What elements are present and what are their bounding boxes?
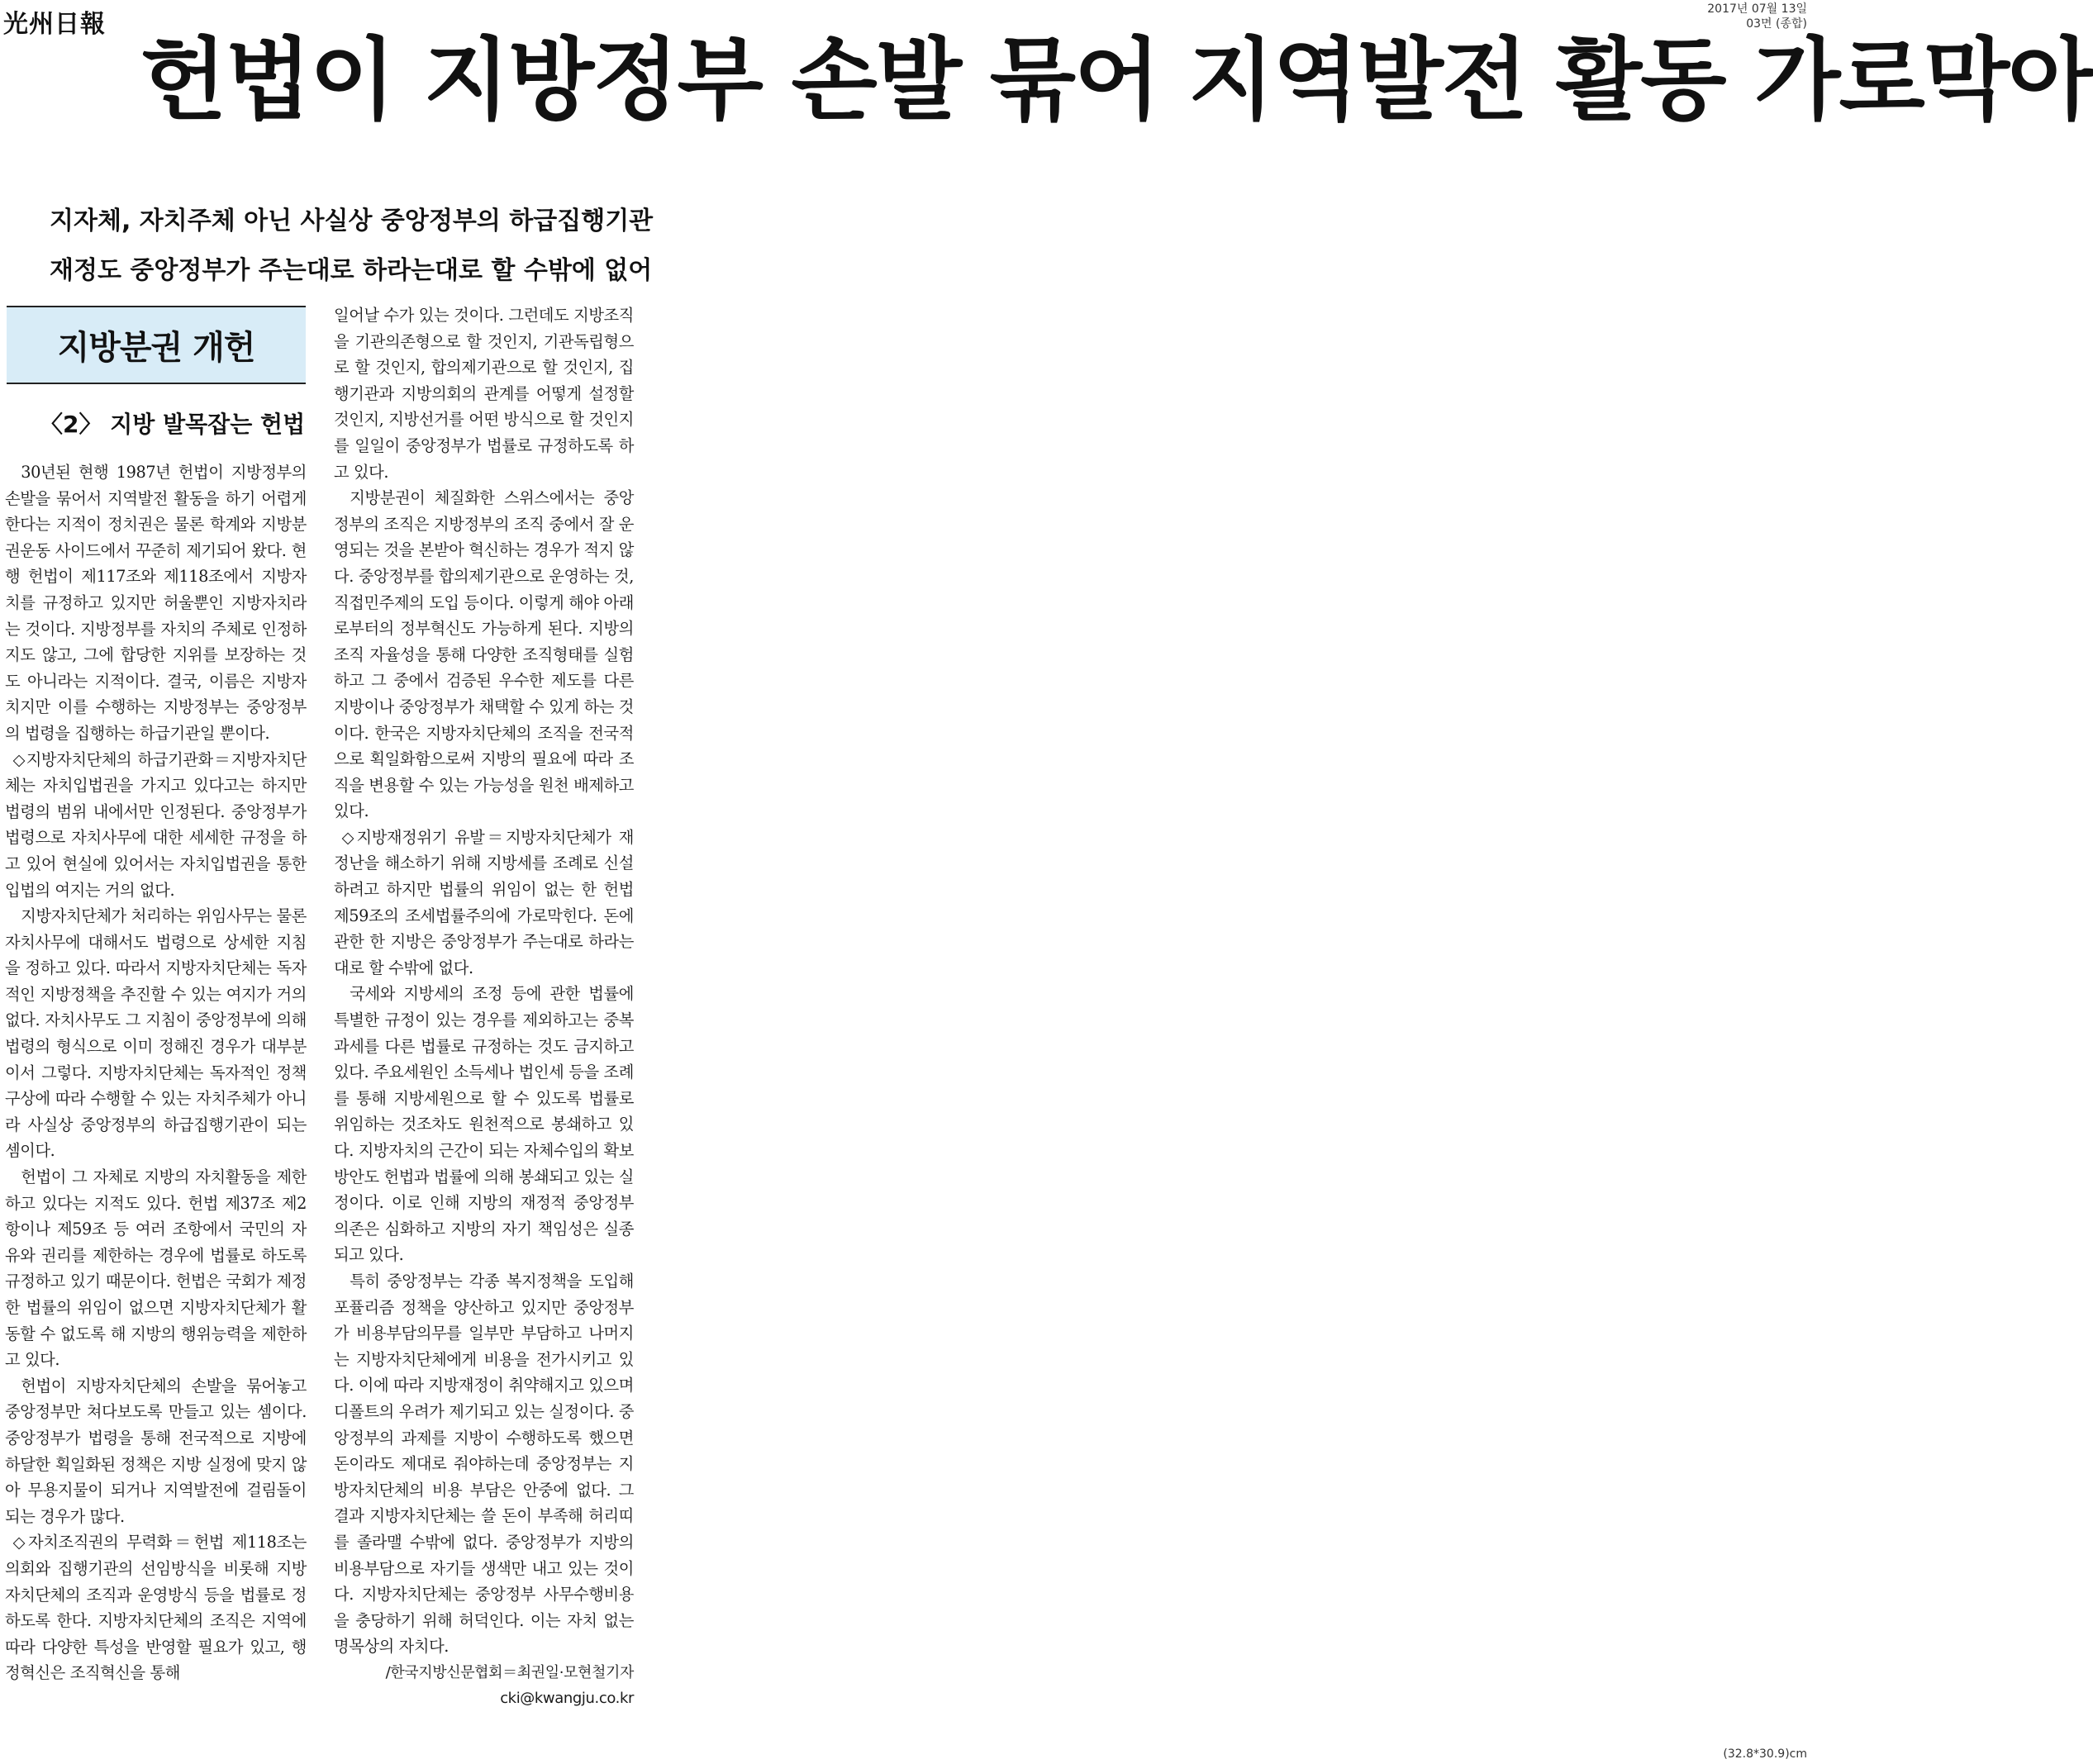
section-paragraph: ◇지방자치단체의 하급기관화＝지방자치단체는 자치입법권을 가지고 있다고는 하지만 법령의 범위 내에서만 인정된다. 중앙정부가 법령으로 자치사무에 대한 세세한 규정을 하고 있어 현실에 있어서는 자치입법권을 통한 입법의 여지는 거의 없다.: [5, 749, 307, 900]
section-paragraph: ◇지방재정위기 유발＝지방자치단체가 재정난을 해소하기 위해 지방세를 조례로 신설하려고 하지만 법률의 위임이 없는 한 헌법 제59조의 조세법률주의에 가로막힌다. 돈에 관한 한 지방은 중앙정부가 주는대로 하라는대로 할 수밖에 없다.: [334, 827, 634, 977]
page-section: 03면 (종합): [1746, 17, 1807, 31]
series-title-box: [7, 306, 306, 384]
headline: 헌법이 지방정부 손발 묶어 지역발전 활동 가로막아: [140, 29, 2093, 132]
series-title: 지방분권 개헌: [57, 329, 255, 367]
subheadline-1: 지자체, 자치주체 아닌 사실상 중앙정부의 하급집행기관: [50, 207, 654, 235]
issue-date: 2017년 07월 13일: [1707, 2, 1807, 16]
paragraph: 특히 중앙정부는 각종 복지정책을 도입해 포퓰리즘 정책을 양산하고 있지만 중앙정부가 비용부담의무를 일부만 부담하고 나머지는 지방자치단체에게 비용을 전가시키고 있다. 이에 따라 지방재정이 취약해지고 있으며 디폴트의 우려가 제기되고 있는 실정이다. 중앙정부의 과제를 지방이 수행하도록 했으면 돈이라도 제대로 줘야하는데 중앙정부는 지방자치단체의 비용 부담은 안중에 없다. 그 결과 지방자치단체는 쓸 돈이 부족해 허리띠를 졸라맬 수밖에 없다. 중앙정부가 지방의 비용부담으로 자기들 생색만 내고 있는 것이다. 지방자치단체는 중앙정부 사무수행비용을 충당하기 위해 허덕인다. 이는 자치 없는 명목상의 자치다.: [334, 1271, 634, 1657]
paragraph-continued: 일어날 수가 있는 것이다. 그런데도 지방조직을 기관의존형으로 할 것인지, 기관독립형으로 할 것인지, 합의제기관으로 할 것인지, 집행기관과 지방의회의 관계를 어떻게 설정할 것인지, 지방선거를 어떤 방식으로 할 것인지를 일일이 중앙정부가 법률로 규정하도록 하고 있다.: [334, 306, 634, 482]
paragraph: 지방분권이 체질화한 스위스에서는 중앙정부의 조직은 지방정부의 조직 중에서 잘 운영되는 것을 본받아 혁신하는 경우가 적지 않다. 중앙정부를 합의제기관으로 운영하는 것, 직접민주제의 도입 등이다. 이렇게 해야 아래로부터의 정부혁신도 가능하게 된다. 지방의 조직 자율성을 통해 다양한 조직형태를 실험하고 그 중에서 검증된 우수한 제도를 다른 지방이나 중앙정부가 채택할 수 있게 하는 것이다. 한국은 지방자치단체의 조직을 전국적으로 획일화함으로써 지방의 필요에 따라 조직을 변용할 수 있는 가능성을 원천 배제하고 있다.: [334, 488, 634, 821]
section-paragraph: ◇자치조직권의 무력화＝헌법 제118조는 의회와 집행기관의 선임방식을 비롯해 지방자치단체의 조직과 운영방식 등을 법률로 정하도록 한다. 지방자치단체의 조직은 지역에 따라 다양한 특성을 반영할 필요가 있고, 행정혁신은 조직혁신을 통해: [5, 1533, 307, 1683]
paragraph: 30년된 현행 1987년 헌법이 지방정부의 손발을 묶어서 지역발전 활동을 하기 어렵게 한다는 지적이 정치권은 물론 학계와 지방분권운동 사이드에서 꾸준히 제기되어 왔다. 현행 헌법이 제117조와 제118조에서 지방자치를 규정하고 있지만 허울뿐인 지방자치라는 것이다. 지방정부를 자치의 주체로 인정하지도 않고, 그에 합당한 지위를 보장하는 것도 아니라는 지적이다. 결국, 이름은 지방자치지만 이를 수행하는 지방정부는 중앙정부의 법령을 집행하는 하급기관일 뿐이다.: [5, 463, 307, 743]
article-column-1: [5, 459, 307, 1686]
paragraph: 헌법이 지방자치단체의 손발을 묶어놓고 중앙정부만 쳐다보도록 만들고 있는 셈이다. 중앙정부가 법령을 통해 전국적으로 지방에 하달한 획일화된 정책은 지방 실정에 맞지 않아 무용지물이 되거나 지역발전에 걸림돌이 되는 경우가 많다.: [5, 1376, 307, 1526]
byline: /한국지방신문협회＝최권일·모현철기자 cki@kwangju.co.kr: [385, 1663, 634, 1708]
paragraph: 국세와 지방세의 조정 등에 관한 법률에 특별한 규정이 있는 경우를 제외하고는 중복과세를 다른 법률로 규정하는 것도 금지하고 있다. 주요세원인 소득세나 법인세 등을 조례를 통해 지방세원으로 할 수 있도록 법률로 위임하는 것조차도 원천적으로 봉쇄하고 있다. 지방자치의 근간이 되는 자체수입의 확보방안도 헌법과 법률에 의해 봉쇄되고 있는 실정이다. 이로 인해 지방의 재정적 중앙정부 의존은 심화하고 지방의 자기 책임성은 실종되고 있다.: [334, 984, 634, 1265]
episode-title: 〈2〉 지방 발목잡는 헌법: [40, 411, 306, 438]
newspaper-logo: 光州日報: [3, 10, 106, 39]
size-note: (32.8*30.9)cm: [1723, 1747, 1807, 1761]
article-column-2: [334, 302, 634, 1712]
paragraph: 헌법이 그 자체로 지방의 자치활동을 제한하고 있다는 지적도 있다. 헌법 제37조 제2항이나 제59조 등 여러 조항에서 국민의 자유와 권리를 제한하는 경우에 법률로 하도록 규정하고 있기 때문이다. 헌법은 국회가 제정한 법률의 위임이 없으면 지방자치단체가 활동할 수 없도록 해 지방의 행위능력을 제한하고 있다.: [5, 1167, 307, 1370]
subheadline-2: 재정도 중앙정부가 주는대로 하라는대로 할 수밖에 없어: [50, 256, 653, 285]
subheadlines: [50, 197, 653, 296]
paragraph: 지방자치단체가 처리하는 위임사무는 물론 자치사무에 대해서도 법령으로 상세한 지침을 정하고 있다. 따라서 지방자치단체는 독자적인 지방정책을 추진할 수 있는 여지가 거의 없다. 자치사무도 그 지침이 중앙정부에 의해 법령의 형식으로 이미 정해진 경우가 대부분이서 그렇다. 지방자치단체는 독자적인 정책구상에 따라 수행할 수 있는 자치주체가 아니라 사실상 중앙정부의 하급집행기관이 되는 셈이다.: [5, 906, 307, 1161]
